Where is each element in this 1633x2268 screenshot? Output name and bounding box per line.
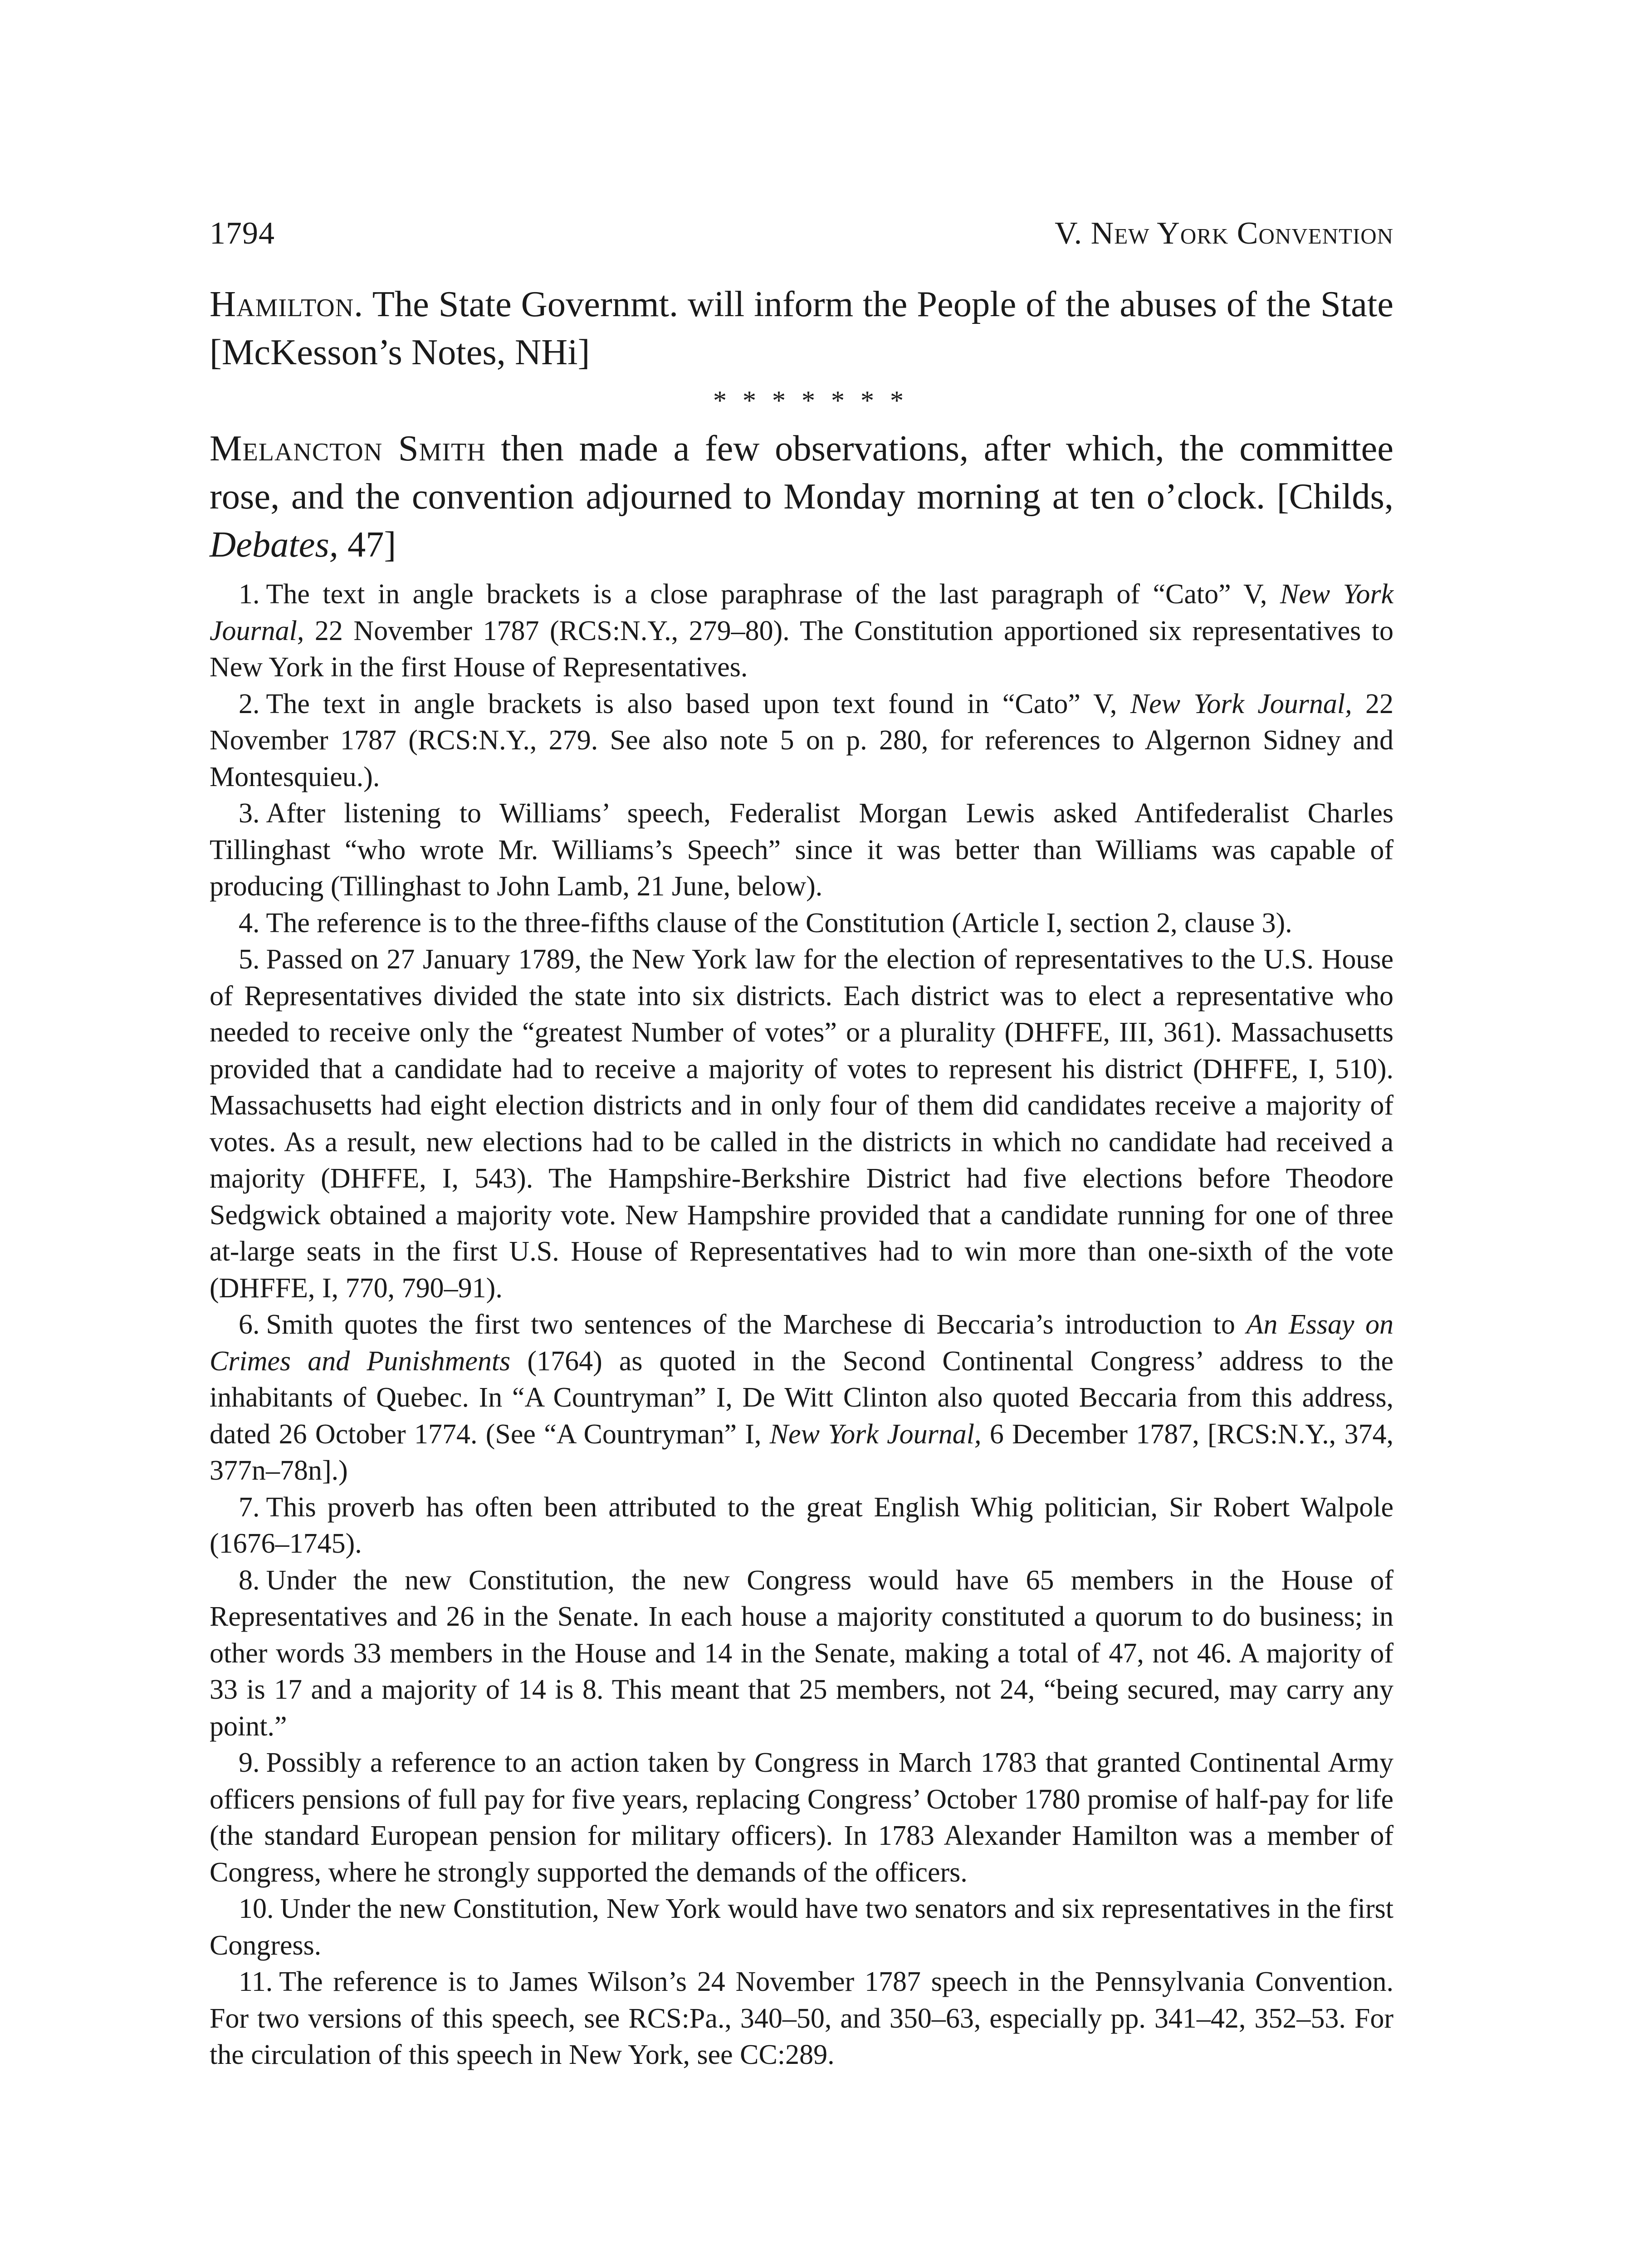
footnote-number: 6. [239,1309,260,1340]
footnote-text: (1764) as quoted in the Second Continental Congress’ address to the inhabitants of Quebec. In “A Countryman” I, De Witt Clinton also quoted Beccaria from this address, dated 26 October 1774. (See “A Countryman” I, [210,1345,1393,1450]
footnote-10 [210,1891,1393,1964]
footnote-text: The text in angle brackets is a close paraphrase of the last paragraph of “Cato” V, [266,579,1267,610]
smith-paragraph [210,425,1393,569]
footnote-9 [210,1745,1393,1891]
hamilton-paragraph [210,280,1393,376]
section-separator: * * * * * * * [713,386,908,415]
footnote-text: Under the new Constitution, New York would have two senators and six representatives in the first Congress. [210,1893,1393,1961]
footnote-text: Smith quotes the first two sentences of the Marchese di Beccaria’s introduction to [266,1309,1235,1340]
smith-text-end: 47] [347,524,396,565]
footnote-number: 8. [239,1564,260,1596]
smith-text: then made a few observations, after which, the committee rose, and the convention adjourned to Monday morning at ten o’clock. [Childs, [210,428,1393,517]
section-title: V. New York Convention [1055,216,1393,251]
footnote-number: 3. [239,798,260,829]
footnote-text: 22 November 1787 (RCS:N.Y., 279. See also note 5 on p. 280, for references to Algernon Sidney and Montesquieu.). [210,688,1394,792]
footnote-text: 22 November 1787 (RCS:N.Y., 279–80). The Constitution apportioned six representatives to New York in the first House of Representatives. [210,615,1394,683]
footnote-number: 10. [239,1893,274,1924]
footnote-7 [210,1489,1393,1562]
footnote-3 [210,795,1393,905]
footnote-text: The reference is to the three-fifths clause of the Constitution (Article I, section 2, clause 3). [266,907,1292,938]
footnote-8 [210,1562,1393,1745]
footnote-text: The text in angle brackets is also based upon text found in “Cato” V, [266,688,1117,719]
hamilton-text: The State Governmt. will inform the People of the abuses of the State [McKesson’s Notes, NHi] [210,284,1393,372]
footnote-5 [210,941,1393,1306]
footnote-italic: An Essay on Crimes and Punishments [210,1309,1393,1377]
footnote-number: 5. [239,944,260,975]
running-head [210,213,1393,254]
footnote-italic: New York Journal, [1130,688,1352,719]
footnote-text: Possibly a reference to an action taken by Congress in March 1783 that granted Continental Army officers pensions of full pay for five years, replacing Congress’ October 1780 promise of half-pay for life (the standard European pension for military officers). In 1783 Alexander Hamilton was a member of Congress, where he strongly supported the demands of the officers. [210,1747,1393,1888]
smith-italic-source: Debates, [210,524,338,565]
footnotes [210,576,1393,2073]
footnote-text: This proverb has often been attributed to the great English Whig politician, Sir Robert Walpole (1676–1745). [210,1491,1393,1559]
footnote-text: After listening to Williams’ speech, Federalist Morgan Lewis asked Antifederalist Charles Tillinghast “who wrote Mr. Williams’s Speech” since it was better than Williams was capable of producing (Tillinghast to John Lamb, 21 June, below). [210,798,1393,902]
footnote-11 [210,1964,1393,2073]
footnote-6 [210,1306,1393,1489]
footnote-4 [210,905,1393,942]
footnote-2 [210,686,1393,796]
footnote-text: 6 December 1787, [RCS:N.Y., 374, 377n–78n].) [210,1418,1394,1486]
footnote-text: Under the new Constitution, the new Congress would have 65 members in the House of Representatives and 26 in the Senate. In each house a majority constituted a quorum to do business; in other words 33 members in the House and 14 in the Senate, making a total of 47, not 46. A majority of 33 is 17 and a majority of 14 is 8. This meant that 25 members, not 24, “being secured, may carry any point.” [210,1564,1393,1742]
footnote-text: Passed on 27 January 1789, the New York law for the election of representatives to the U.S. House of Representatives divided the state into six districts. Each district was to elect a representative who needed to receive only the “greatest Number of votes” or a plurality (DHFFE, III, 361). Massachusetts provided that a candidate had to receive a majority of votes to represent his district (DHFFE, I, 510). Massachusetts had eight election districts and in only four of them did candidates receive a majority of votes. As a result, new elections had to be called in the districts in which no candidate had received a majority (DHFFE, I, 543). The Hampshire-Berkshire District had five elections before Theodore Sedgwick obtained a majority vote. New Hampshire provided that a candidate running for one of three at-large seats in the first U.S. House of Representatives had to win more than one-sixth of the vote (DHFFE, I, 770, 790–91). [210,944,1393,1304]
body-text [210,280,1393,569]
footnote-number: 1. [239,579,260,610]
footnote-number: 7. [239,1491,260,1523]
speaker-smith: Melancton Smith [210,428,486,469]
footnote-number: 2. [239,688,260,719]
footnote-1 [210,576,1393,686]
footnote-number: 11. [239,1966,273,1997]
footnote-italic: New York Journal, [769,1418,982,1450]
footnote-number: 4. [239,907,260,938]
document-page [210,213,1393,2268]
page-number: 1794 [210,216,275,251]
footnote-italic: New York Journal, [210,579,1393,646]
speaker-hamilton: Hamilton. [210,284,364,324]
footnote-text: The reference is to James Wilson’s 24 November 1787 speech in the Pennsylvania Convention. For two versions of this speech, see RCS:Pa., 340–50, and 350–63, especially pp. 341–42, 352–53. For the circulation of this speech in New York, see CC:289. [210,1966,1393,2070]
footnote-number: 9. [239,1747,260,1778]
